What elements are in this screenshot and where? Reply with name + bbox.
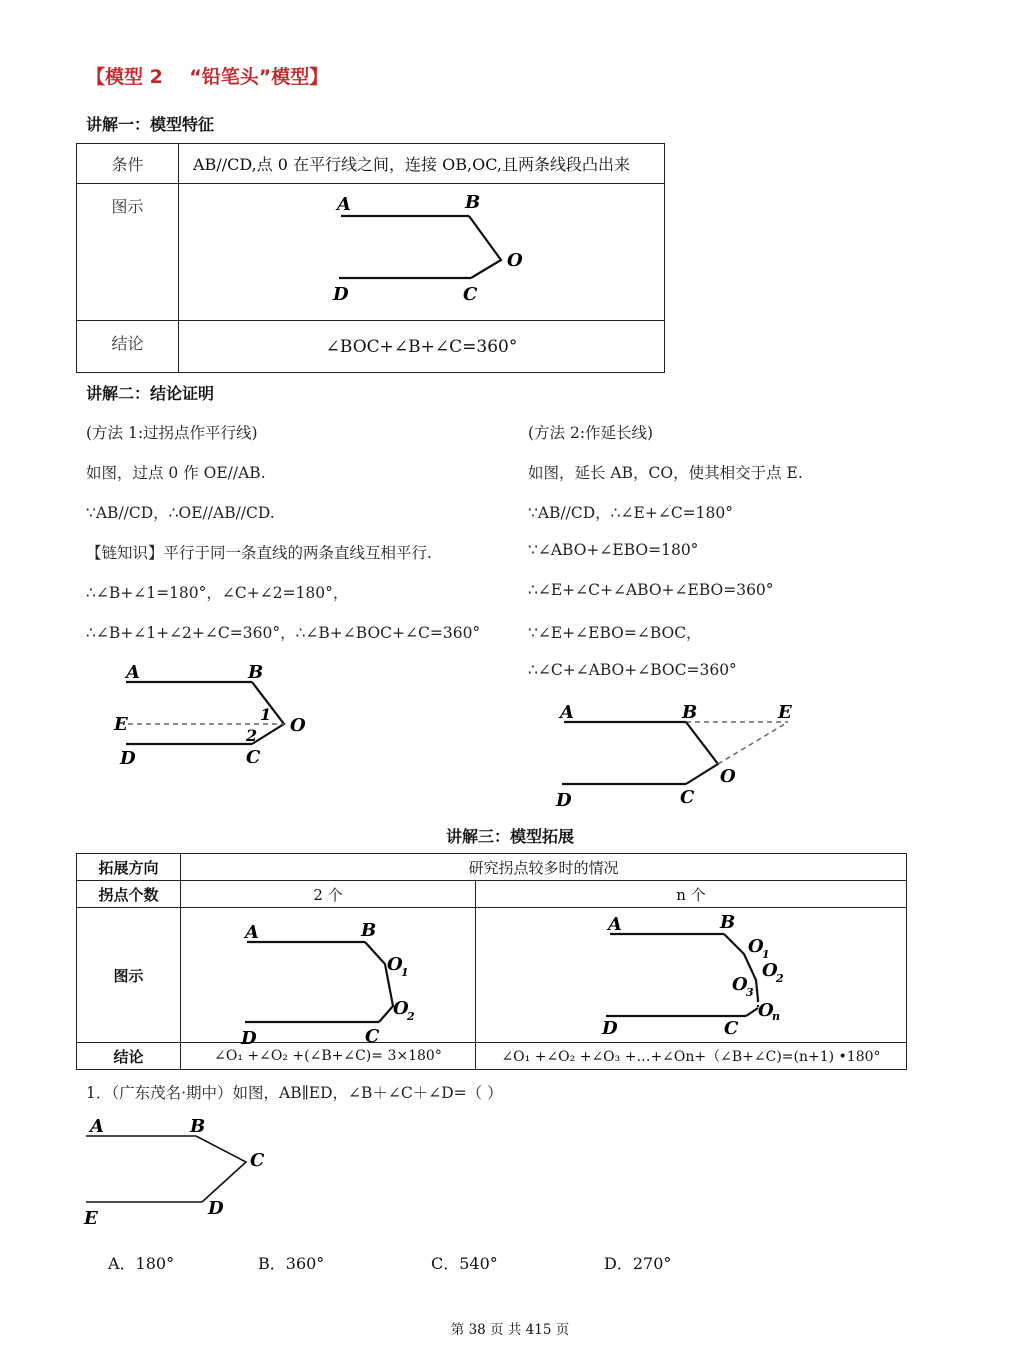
method2-line: ∵AB//CD，∴∠E+∠C=180° [528,504,733,522]
page-footer: 第 38 页 共 415 页 [450,1322,570,1338]
label-d: D [602,1018,618,1039]
option-d[interactable]: D．270° [604,1254,672,1273]
conclusion-label: 结论 [77,321,179,373]
conclusion-label: 结论 [77,1043,181,1070]
section-heading-extension: 讲解三：模型拓展 [445,827,574,846]
label-o1: O [748,936,764,957]
method2-line: ∵∠ABO+∠EBO=180° [528,541,699,559]
method1-figure [106,656,326,776]
label-c: C [724,1018,739,1039]
label-a: A [245,922,259,943]
figure-cell [179,184,665,321]
condition-label: 条件 [77,144,179,184]
method1-line: 【链知识】平行于同一条直线的两条直线互相平行. [86,544,432,562]
section-heading-proof: 讲解二：结论证明 [86,384,215,403]
label-o2: O [762,960,778,981]
figure-label: 图示 [77,184,179,321]
label-d: D [208,1198,224,1219]
label-d: D [556,790,572,811]
label-o2-sub: 2 [776,972,784,985]
label-c: C [365,1026,380,1047]
label-b: B [361,920,377,941]
figure-label: 图示 [77,908,181,1043]
label-a: A [608,914,622,935]
label-angle-2: 2 [246,726,258,745]
label-a: A [560,702,574,723]
label-o1-sub: 1 [401,966,409,979]
label-e: E [114,714,128,735]
label-c: C [250,1150,265,1171]
conclusion-2: ∠O₁ +∠O₂ +(∠B+∠C)= 3×180° [181,1043,476,1070]
label-o2: O [393,998,409,1019]
label-o2-sub: 2 [407,1010,415,1023]
section-heading-features: 讲解一：模型特征 [86,115,215,134]
count-label: 拐点个数 [77,881,181,908]
figure-2-cell [181,908,476,1049]
option-a[interactable]: A．180° [108,1254,175,1273]
line-oe-dashed [718,722,788,764]
method1-line: 如图，过点 0 作 OE//AB. [86,464,266,482]
label-o3: O [732,974,748,995]
page-title: 【模型 2 “铅笔头”模型】 [86,66,329,88]
method2-line: ∴∠C+∠ABO+∠BOC=360° [528,661,737,679]
label-o: O [720,766,736,787]
label-b: B [190,1116,206,1137]
count-2: 2 个 [181,881,476,908]
label-a: A [126,662,140,683]
label-b: B [465,192,481,213]
label-b: B [720,912,736,933]
label-a: A [90,1116,104,1137]
label-e: E [84,1208,98,1229]
two-turns-figure [181,908,475,1049]
count-n: n 个 [476,881,907,908]
label-b: B [682,702,698,723]
label-c: C [680,787,695,808]
label-o: O [507,250,523,271]
direction-value: 研究拐点较多时的情况 [181,854,907,881]
label-c: C [246,747,261,768]
method1-line: (方法 1:过拐点作平行线) [86,424,258,442]
method2-line: ∴∠E+∠C+∠ABO+∠EBO=360° [528,581,774,599]
label-d: D [120,748,136,769]
label-b: B [248,662,264,683]
label-on: O [758,1000,774,1021]
label-o3-sub: 3 [746,986,754,999]
line-boc [469,216,501,278]
method1-line: ∴∠B+∠1+∠2+∠C=360°，∴∠B+∠BOC+∠C=360° [86,624,481,642]
n-turns-figure [476,908,906,1038]
method1-line: ∵AB//CD，∴OE//AB//CD. [86,504,275,522]
label-d: D [333,284,349,305]
pencil-head-figure [179,184,664,316]
label-o1: O [387,954,403,975]
option-c[interactable]: C．540° [431,1254,498,1273]
model-extension-table [76,853,907,1070]
label-e: E [778,702,792,723]
conclusion-n: ∠O₁ +∠O₂ +∠O₃ +…+∠On+（∠B+∠C)=(n+1) •180° [476,1043,907,1070]
question-figure [76,1112,296,1232]
line-boc [686,722,718,784]
conclusion-content: ∠BOC+∠B+∠C=360° [179,321,665,373]
method2-line: ∵∠E+∠EBO=∠BOC， [528,624,702,642]
question-text: 1．（广东茂名·期中）如图，AB∥ED，∠B＋∠C＋∠D=（ ） [86,1084,503,1102]
method2-figure [550,696,810,812]
label-o: O [290,715,306,736]
label-c: C [463,284,478,305]
figure-n-cell [476,908,907,1043]
method2-line: 如图，延长 AB，CO，使其相交于点 E. [528,464,803,482]
label-d: D [241,1028,257,1049]
method2-line: (方法 2:作延长线) [528,424,654,442]
label-a: A [337,194,351,215]
model-feature-table [76,143,665,373]
method1-line: ∴∠B+∠1=180°，∠C+∠2=180°， [86,584,349,602]
label-o1-sub: 1 [762,948,770,961]
label-on-sub: n [772,1010,780,1023]
label-angle-1: 1 [260,705,272,724]
direction-label: 拓展方向 [77,854,181,881]
condition-content: AB//CD,点 0 在平行线之间，连接 OB,OC,且两条线段凸出来 [179,144,665,184]
option-b[interactable]: B．360° [258,1254,325,1273]
